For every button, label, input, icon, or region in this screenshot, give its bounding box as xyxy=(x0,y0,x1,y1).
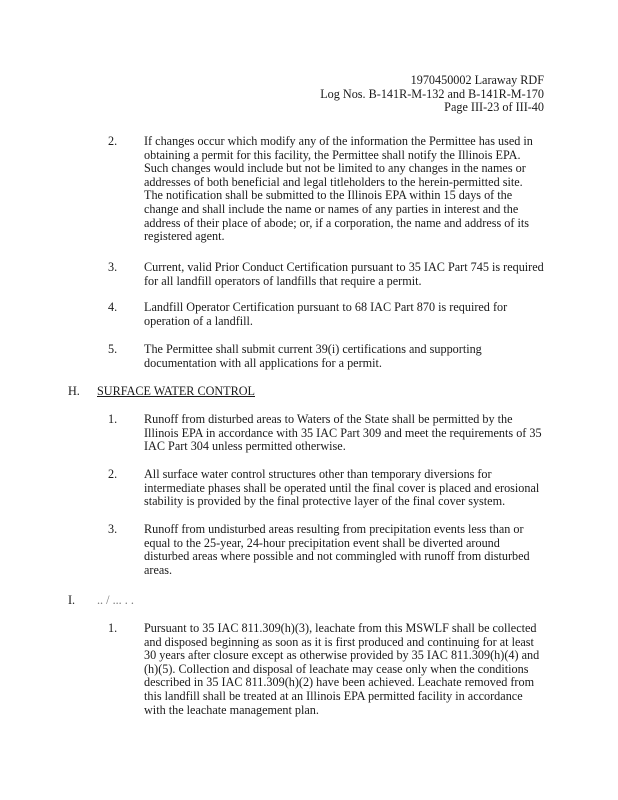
text-line: If changes occur which modify any of the information the Permittee has used in xyxy=(144,134,533,148)
text-line: address of their place of abode; or, if a corporation, the name and address of its xyxy=(144,215,529,230)
text-line: described in 35 IAC 811.309(h)(2) have been achieved. Leachate removed from xyxy=(144,675,535,690)
page-header xyxy=(320,74,544,115)
section-letter: H. xyxy=(68,384,80,398)
header-log-numbers: Log Nos. B-141R-M-132 and B-141R-M-170 xyxy=(320,86,544,101)
text-line: stability is provided by the final protective layer of the final cover system. xyxy=(144,494,506,509)
section-title: SURFACE WATER CONTROL xyxy=(97,384,255,398)
item-number: 2. xyxy=(108,134,118,148)
item-text xyxy=(144,135,548,244)
text-line: Landfill Operator Certification pursuant to 68 IAC Part 870 is required for xyxy=(144,300,508,314)
text-line: addresses of both beneficial and legal titleholders to the herein-permitted site. xyxy=(144,174,523,189)
text-line: disturbed areas where possible and not commingled with runoff from disturbed xyxy=(144,549,530,564)
item-number: 1. xyxy=(108,412,118,426)
text-line: and disposed beginning as soon as it is first produced and continuing for at least xyxy=(144,634,534,649)
text-line: operation of a landfill. xyxy=(144,313,253,328)
text-line: with the leachate management plan. xyxy=(144,702,319,717)
text-line: this landfill shall be treated at an Illinois EPA permitted facility in accordance xyxy=(144,688,523,703)
text-line: The Permittee shall submit current 39(i) certifications and supporting xyxy=(144,342,482,356)
text-line: Pursuant to 35 IAC 811.309(h)(3), leachate from this MSWLF shall be collected xyxy=(144,621,537,635)
item-number: 5. xyxy=(108,342,118,356)
text-line: The notification shall be submitted to the Illinois EPA within 15 days of the xyxy=(144,188,513,203)
text-line: obtaining a permit for this facility, the Permittee shall notify the Illinois EPA. xyxy=(144,147,521,162)
item-text xyxy=(144,301,548,328)
item-number: 1. xyxy=(108,621,118,635)
item-number: 3. xyxy=(108,260,118,274)
text-line: 30 years after closure except as otherwise provided by 35 IAC 811.309(h)(4) and xyxy=(144,648,540,663)
header-facility-id: 1970450002 Laraway RDF xyxy=(410,73,544,87)
text-line: documentation with all applications for a permit. xyxy=(144,355,382,370)
text-line: intermediate phases shall be operated until the final cover is placed and erosional xyxy=(144,480,540,495)
text-line: registered agent. xyxy=(144,229,225,244)
text-line: All surface water control structures other than temporary diversions for xyxy=(144,467,492,481)
text-line: Such changes would include but not be limited to any changes in the names or xyxy=(144,161,526,176)
text-line: IAC Part 304 unless permitted otherwise. xyxy=(144,439,346,454)
text-line: Illinois EPA in accordance with 35 IAC Part 309 and meet the requirements of 35 xyxy=(144,425,542,440)
item-number: 2. xyxy=(108,467,118,481)
item-text xyxy=(144,343,548,370)
item-text xyxy=(144,261,548,288)
text-line: equal to the 25-year, 24-hour precipitation event shall be diverted around xyxy=(144,535,500,550)
item-number: 4. xyxy=(108,300,118,314)
item-text xyxy=(144,622,548,717)
section-letter: I. xyxy=(68,593,76,607)
item-number: 3. xyxy=(108,522,118,536)
text-line: for all landfill operators of landfills that require a permit. xyxy=(144,273,422,288)
item-text xyxy=(144,468,548,509)
text-line: Runoff from undisturbed areas resulting from precipitation events less than or xyxy=(144,522,524,536)
item-text xyxy=(144,523,548,577)
item-text xyxy=(144,413,548,454)
text-line: Runoff from disturbed areas to Waters of the State shall be permitted by the xyxy=(144,412,513,426)
text-line: Current, valid Prior Conduct Certification pursuant to 35 IAC Part 745 is required xyxy=(144,260,544,274)
text-line: (h)(5). Collection and disposal of leachate may cease only when the conditions xyxy=(144,661,529,676)
text-line: areas. xyxy=(144,562,173,577)
section-title: .. / ... . . xyxy=(97,593,134,607)
text-line: change and shall include the name or names of any parties in interest and the xyxy=(144,201,519,216)
header-page-number: Page III-23 of III-40 xyxy=(444,100,544,115)
